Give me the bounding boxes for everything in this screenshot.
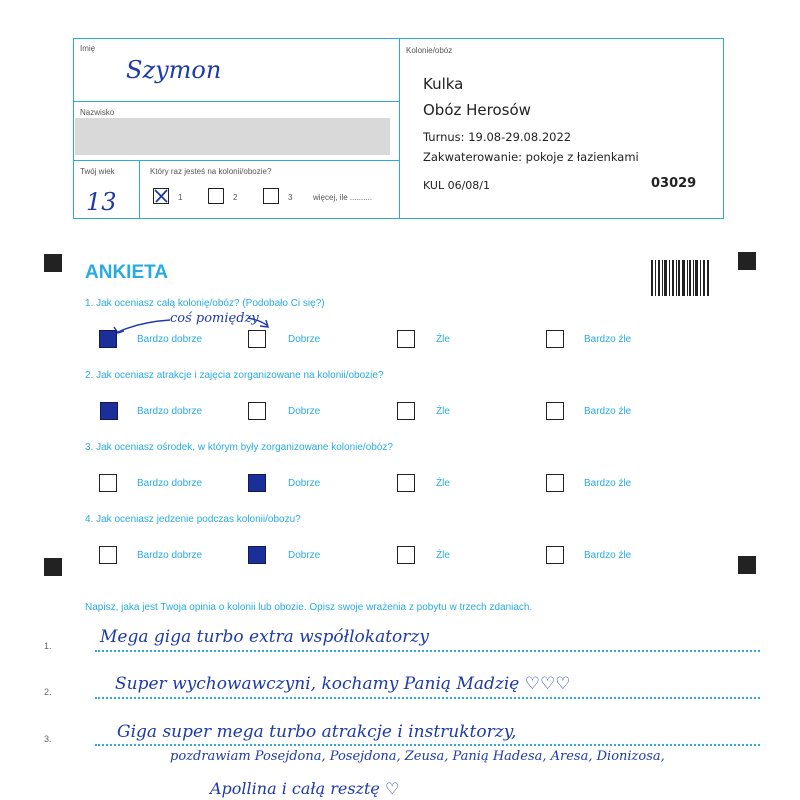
answer-line-3	[95, 744, 760, 746]
turnus-text: Turnus: 19.08-29.08.2022	[423, 130, 572, 144]
q4-checkbox-bad[interactable]	[397, 546, 415, 564]
accommodation-text: Zakwaterowanie: pokoje z łazienkami	[423, 150, 639, 164]
question-1-text: 1. Jak oceniasz całą kolonię/obóz? (Podobało Ci się?)	[85, 298, 325, 309]
times-checkbox-2[interactable]	[208, 188, 224, 204]
answer-3-text[interactable]: Giga super mega turbo atrakcje i instruktorzy,	[117, 722, 517, 742]
times-option-1-label: 1	[178, 193, 183, 202]
q1-checkbox-very-bad[interactable]	[546, 330, 564, 348]
camp-code: KUL 06/08/1	[423, 179, 490, 192]
answer-line-1	[95, 650, 760, 652]
q4-checkbox-very-good[interactable]	[99, 546, 117, 564]
question-2-text: 2. Jak oceniasz atrakcje i zajęcia zorganizowane na kolonii/obozie?	[85, 370, 384, 381]
surname-redaction	[75, 118, 390, 155]
q2-label-good: Dobrze	[288, 406, 321, 417]
q2-checkbox-very-good[interactable]	[100, 402, 118, 420]
card-divider	[399, 39, 400, 218]
q4-checkbox-very-bad[interactable]	[546, 546, 564, 564]
q3-label-very-bad: Bardzo źle	[584, 478, 632, 489]
times-option-3-label: 3	[288, 193, 293, 202]
camp-name: Kulka	[423, 75, 464, 93]
q3-checkbox-very-bad[interactable]	[546, 474, 564, 492]
opinion-prompt: Napisz, jaka jest Twoja opinia o kolonii lub obozie. Opisz swoje wrażenia z pobytu w trzech zdaniach.	[85, 602, 533, 613]
name-value[interactable]: Szymon	[126, 56, 222, 84]
answer-3-text-continued[interactable]: pozdrawiam Posejdona, Posejdona, Zeusa, Panią Hadesa, Aresa, Dionizosa,	[170, 749, 665, 764]
answer-1-text[interactable]: Mega giga turbo extra współlokatorzy	[100, 627, 429, 647]
age-label: Twój wiek	[80, 167, 115, 176]
q1-checkbox-very-good[interactable]	[99, 330, 117, 348]
form-number: 03029	[651, 176, 697, 191]
q2-label-very-good: Bardzo dobrze	[137, 406, 203, 417]
line-number-3: 3.	[44, 734, 52, 744]
q1-label-good: Dobrze	[288, 334, 321, 345]
times-checkbox-1[interactable]	[153, 188, 169, 204]
q3-label-bad: Źle	[436, 478, 450, 489]
q3-label-very-good: Bardzo dobrze	[137, 478, 203, 489]
barcode-icon	[651, 260, 709, 296]
q2-label-bad: Źle	[436, 406, 450, 417]
question-4-text: 4. Jak oceniasz jedzenie podczas kolonii/obozu?	[85, 514, 301, 525]
times-checkbox-3[interactable]	[263, 188, 279, 204]
camp-label: Kolonie/obóz	[406, 46, 453, 55]
q1-label-very-bad: Bardzo źle	[584, 334, 632, 345]
q2-checkbox-good[interactable]	[248, 402, 266, 420]
q1-checkbox-bad[interactable]	[397, 330, 415, 348]
q2-checkbox-bad[interactable]	[397, 402, 415, 420]
answer-line-2	[95, 697, 760, 699]
q3-checkbox-bad[interactable]	[397, 474, 415, 492]
registration-mark-top-right	[738, 252, 756, 270]
times-option-2-label: 2	[233, 193, 238, 202]
question-1-annotation: coś pomiędzy	[170, 311, 259, 326]
answer-2-text[interactable]: Super wychowawczyni, kochamy Panią Madzię ♡♡♡	[115, 674, 571, 694]
surname-label: Nazwisko	[80, 108, 115, 117]
survey-title: ANKIETA	[85, 262, 169, 283]
name-label: Imię	[80, 44, 96, 53]
registration-mark-bottom-left	[44, 558, 62, 576]
q2-label-very-bad: Bardzo źle	[584, 406, 632, 417]
line-number-1: 1.	[44, 641, 52, 651]
times-label: Który raz jesteś na kolonii/obozie?	[150, 167, 272, 176]
q4-label-bad: Źle	[436, 550, 450, 561]
q1-label-bad: Źle	[436, 334, 450, 345]
age-value[interactable]: 13	[86, 188, 117, 216]
cross-mark-icon	[153, 188, 169, 204]
q1-label-very-good: Bardzo dobrze	[137, 334, 203, 345]
camp-title: Obóz Herosów	[423, 101, 531, 119]
q4-label-good: Dobrze	[288, 550, 321, 561]
q4-checkbox-good[interactable]	[248, 546, 266, 564]
q3-label-good: Dobrze	[288, 478, 321, 489]
registration-mark-bottom-right	[738, 556, 756, 574]
q3-checkbox-very-good[interactable]	[99, 474, 117, 492]
q1-checkbox-good[interactable]	[248, 330, 266, 348]
times-more-label: więcej, ile ..........	[313, 193, 373, 202]
q2-checkbox-very-bad[interactable]	[546, 402, 564, 420]
q4-label-very-bad: Bardzo źle	[584, 550, 632, 561]
q4-label-very-good: Bardzo dobrze	[137, 550, 203, 561]
question-3-text: 3. Jak oceniasz ośrodek, w którym były zorganizowane kolonie/obóz?	[85, 442, 393, 453]
answer-3-text-end[interactable]: Apollina i całą resztę ♡	[210, 779, 400, 798]
q3-checkbox-good[interactable]	[248, 474, 266, 492]
line-number-2: 2.	[44, 687, 52, 697]
registration-mark-top-left	[44, 254, 62, 272]
